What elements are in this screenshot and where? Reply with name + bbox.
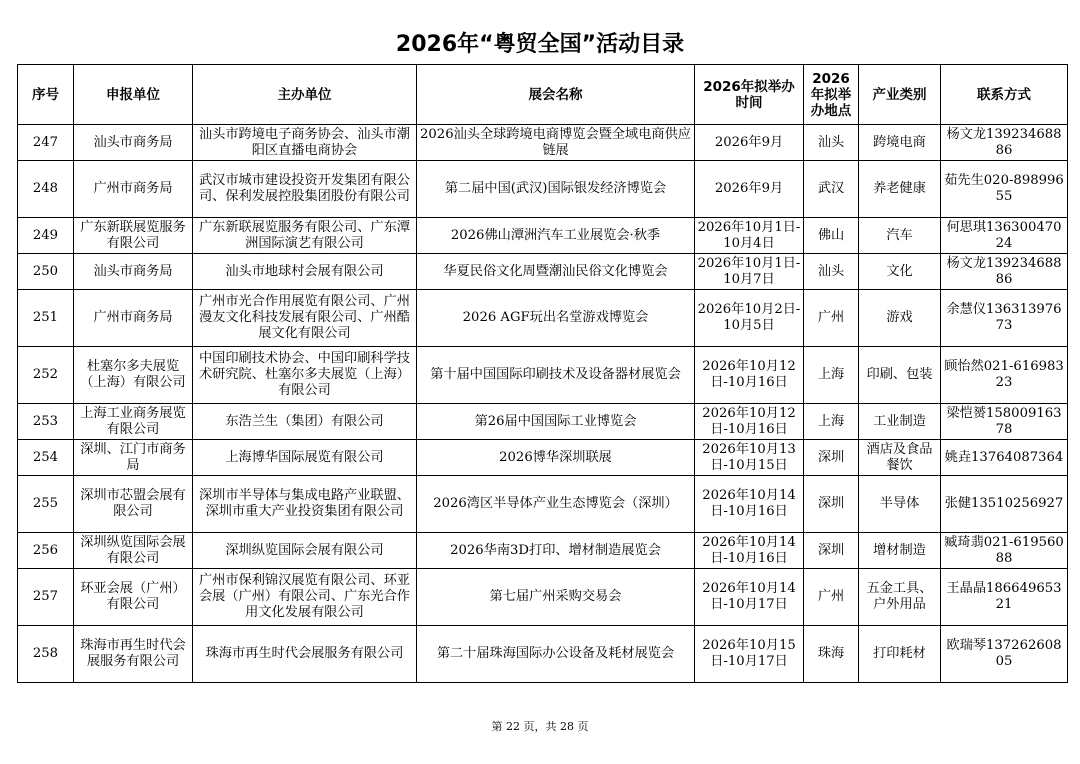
cell-exhibition: 2026佛山潭洲汽车工业展览会·秋季: [417, 218, 695, 254]
cell-organizer: 武汉市城市建设投资开发集团有限公司、保利发展控股集团股份有限公司: [193, 161, 417, 218]
cell-organizer: 广州市光合作用展览有限公司、广州漫友文化科技发展有限公司、广州酷展文化有限公司: [193, 290, 417, 347]
cell-exhibition: 第七届广州采购交易会: [417, 569, 695, 626]
cell-no: 253: [18, 404, 74, 440]
table-row: [18, 533, 1068, 569]
cell-no: 247: [18, 125, 74, 161]
table-row: [18, 626, 1068, 683]
activity-table: [17, 64, 1068, 683]
table-row: [18, 440, 1068, 476]
cell-organizer: 上海博华国际展览有限公司: [193, 440, 417, 476]
cell-applicant: 珠海市再生时代会展服务有限公司: [74, 626, 193, 683]
header-contact: 联系方式: [941, 65, 1068, 125]
cell-organizer: 广州市保利锦汉展览有限公司、环亚会展（广州）有限公司、广东光合作用文化发展有限公司: [193, 569, 417, 626]
header-place: 2026年拟举办地点: [804, 65, 859, 125]
table-row: [18, 290, 1068, 347]
cell-industry: 游戏: [859, 290, 941, 347]
cell-exhibition: 2026湾区半导体产业生态博览会（深圳）: [417, 476, 695, 533]
cell-contact: 余慧仪13631397673: [941, 290, 1068, 347]
cell-place: 上海: [804, 347, 859, 404]
table-row: [18, 476, 1068, 533]
cell-applicant: 深圳、江门市商务局: [74, 440, 193, 476]
cell-place: 深圳: [804, 476, 859, 533]
cell-industry: 增材制造: [859, 533, 941, 569]
cell-applicant: 广东新联展览服务有限公司: [74, 218, 193, 254]
cell-time: 2026年10月2日-10月5日: [695, 290, 804, 347]
cell-organizer: 珠海市再生时代会展服务有限公司: [193, 626, 417, 683]
cell-place: 汕头: [804, 125, 859, 161]
table-header-row: [18, 65, 1068, 125]
cell-no: 248: [18, 161, 74, 218]
cell-exhibition: 华夏民俗文化周暨潮汕民俗文化博览会: [417, 254, 695, 290]
header-organizer: 主办单位: [193, 65, 417, 125]
cell-industry: 酒店及食品餐饮: [859, 440, 941, 476]
header-industry: 产业类别: [859, 65, 941, 125]
cell-contact: 茹先生020-89899655: [941, 161, 1068, 218]
cell-industry: 打印耗材: [859, 626, 941, 683]
table-row: [18, 125, 1068, 161]
cell-no: 250: [18, 254, 74, 290]
cell-industry: 汽车: [859, 218, 941, 254]
cell-organizer: 汕头市地球村会展有限公司: [193, 254, 417, 290]
cell-applicant: 广州市商务局: [74, 290, 193, 347]
cell-place: 珠海: [804, 626, 859, 683]
cell-exhibition: 第二十届珠海国际办公设备及耗材展览会: [417, 626, 695, 683]
cell-contact: 张健13510256927: [941, 476, 1068, 533]
cell-exhibition: 第二届中国(武汉)国际银发经济博览会: [417, 161, 695, 218]
cell-time: 2026年9月: [695, 161, 804, 218]
table-row: [18, 404, 1068, 440]
cell-organizer: 东浩兰生（集团）有限公司: [193, 404, 417, 440]
cell-organizer: 中国印刷技术协会、中国印刷科学技术研究院、杜塞尔多夫展览（上海）有限公司: [193, 347, 417, 404]
cell-applicant: 汕头市商务局: [74, 254, 193, 290]
cell-time: 2026年10月1日-10月4日: [695, 218, 804, 254]
cell-industry: 跨境电商: [859, 125, 941, 161]
cell-place: 广州: [804, 290, 859, 347]
cell-place: 上海: [804, 404, 859, 440]
cell-organizer: 深圳市半导体与集成电路产业联盟、深圳市重大产业投资集团有限公司: [193, 476, 417, 533]
cell-industry: 文化: [859, 254, 941, 290]
cell-no: 257: [18, 569, 74, 626]
cell-contact: 杨文龙13923468886: [941, 125, 1068, 161]
cell-industry: 半导体: [859, 476, 941, 533]
cell-applicant: 杜塞尔多夫展览（上海）有限公司: [74, 347, 193, 404]
cell-exhibition: 2026 AGF玩出名堂游戏博览会: [417, 290, 695, 347]
table-row: [18, 569, 1068, 626]
cell-contact: 杨文龙13923468886: [941, 254, 1068, 290]
cell-no: 252: [18, 347, 74, 404]
cell-organizer: 汕头市跨境电子商务协会、汕头市潮阳区直播电商协会: [193, 125, 417, 161]
cell-place: 深圳: [804, 440, 859, 476]
cell-time: 2026年10月12日-10月16日: [695, 347, 804, 404]
cell-no: 256: [18, 533, 74, 569]
cell-time: 2026年10月14日-10月16日: [695, 533, 804, 569]
cell-no: 251: [18, 290, 74, 347]
cell-time: 2026年10月13日-10月15日: [695, 440, 804, 476]
cell-place: 广州: [804, 569, 859, 626]
cell-industry: 印刷、包装: [859, 347, 941, 404]
page-footer: 第 22 页，共 28 页: [491, 720, 589, 733]
cell-contact: 欧瑞琴13726260805: [941, 626, 1068, 683]
cell-applicant: 汕头市商务局: [74, 125, 193, 161]
cell-applicant: 环亚会展（广州）有限公司: [74, 569, 193, 626]
cell-applicant: 广州市商务局: [74, 161, 193, 218]
cell-contact: 臧琦翡021-61956088: [941, 533, 1068, 569]
cell-exhibition: 第十届中国国际印刷技术及设备器材展览会: [417, 347, 695, 404]
cell-place: 深圳: [804, 533, 859, 569]
header-time: 2026年拟举办时间: [695, 65, 804, 125]
cell-industry: 五金工具、户外用品: [859, 569, 941, 626]
cell-contact: 梁恺赟15800916378: [941, 404, 1068, 440]
header-applicant: 申报单位: [74, 65, 193, 125]
table-row: [18, 161, 1068, 218]
cell-time: 2026年10月1日-10月7日: [695, 254, 804, 290]
table-row: [18, 254, 1068, 290]
cell-applicant: 上海工业商务展览有限公司: [74, 404, 193, 440]
cell-place: 武汉: [804, 161, 859, 218]
cell-organizer: 广东新联展览服务有限公司、广东潭洲国际演艺有限公司: [193, 218, 417, 254]
cell-industry: 养老健康: [859, 161, 941, 218]
cell-time: 2026年10月14日-10月16日: [695, 476, 804, 533]
cell-contact: 顾怡然021-61698323: [941, 347, 1068, 404]
cell-applicant: 深圳纵览国际会展有限公司: [74, 533, 193, 569]
cell-contact: 王晶晶18664965321: [941, 569, 1068, 626]
cell-exhibition: 第26届中国国际工业博览会: [417, 404, 695, 440]
cell-no: 255: [18, 476, 74, 533]
cell-time: 2026年10月14日-10月17日: [695, 569, 804, 626]
cell-exhibition: 2026汕头全球跨境电商博览会暨全域电商供应链展: [417, 125, 695, 161]
cell-time: 2026年10月15日-10月17日: [695, 626, 804, 683]
cell-no: 258: [18, 626, 74, 683]
page-title: 2026年“粤贸全国”活动目录: [395, 32, 685, 57]
cell-time: 2026年9月: [695, 125, 804, 161]
cell-contact: 何思琪13630047024: [941, 218, 1068, 254]
cell-industry: 工业制造: [859, 404, 941, 440]
cell-place: 佛山: [804, 218, 859, 254]
cell-place: 汕头: [804, 254, 859, 290]
cell-organizer: 深圳纵览国际会展有限公司: [193, 533, 417, 569]
cell-no: 249: [18, 218, 74, 254]
table-row: [18, 347, 1068, 404]
cell-exhibition: 2026华南3D打印、增材制造展览会: [417, 533, 695, 569]
header-no: 序号: [18, 65, 74, 125]
cell-no: 254: [18, 440, 74, 476]
cell-applicant: 深圳市芯盟会展有限公司: [74, 476, 193, 533]
table-row: [18, 218, 1068, 254]
cell-time: 2026年10月12日-10月16日: [695, 404, 804, 440]
cell-exhibition: 2026博华深圳联展: [417, 440, 695, 476]
cell-contact: 姚垚13764087364: [941, 440, 1068, 476]
header-exhibition: 展会名称: [417, 65, 695, 125]
